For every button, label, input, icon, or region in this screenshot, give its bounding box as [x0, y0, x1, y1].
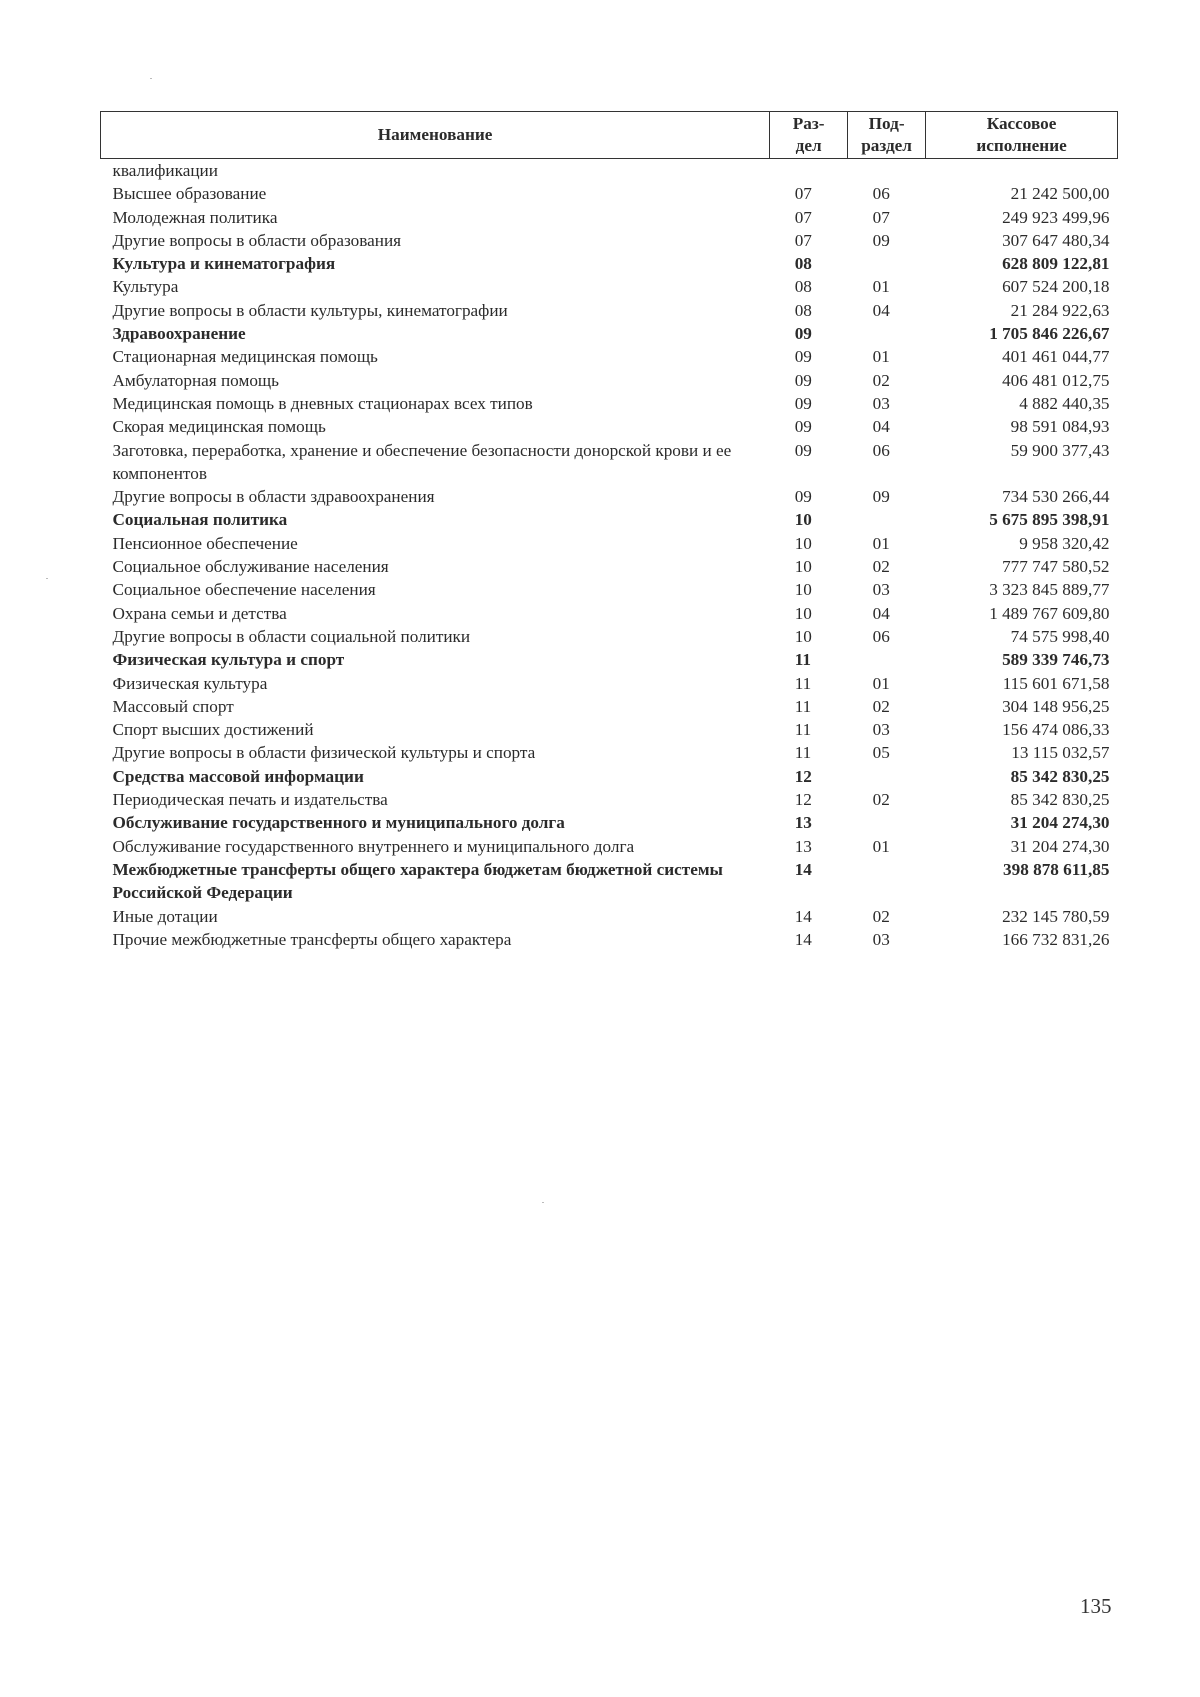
row-name: Культура [112, 277, 179, 297]
table-row [101, 532, 1118, 555]
table-body [101, 159, 1118, 952]
row-section: 12 [794, 766, 812, 786]
row-amount: 1 489 767 609,80 [989, 603, 1110, 623]
row-subsection: 06 [872, 626, 890, 646]
row-section: 09 [794, 487, 812, 507]
row-subsection: 01 [872, 277, 890, 297]
row-name: Физическая культура [112, 673, 268, 693]
row-section: 09 [794, 370, 812, 390]
row-subsection: 02 [872, 790, 890, 810]
row-subsection: 04 [872, 417, 890, 437]
row-name: Периодическая печать и издательства [112, 790, 388, 810]
row-name: квалификации [112, 161, 218, 180]
row-section: 11 [794, 673, 812, 693]
table-row [101, 695, 1118, 718]
row-section [770, 159, 848, 183]
row-section: 13 [794, 813, 812, 833]
table-row [101, 625, 1118, 648]
row-name: Скорая медицинская помощь [112, 417, 326, 437]
table-row [101, 578, 1118, 601]
scan-speck [46, 578, 48, 579]
header-amount-text: Кассовое исполнение [976, 114, 1067, 155]
row-name: Физическая культура и спорт [112, 650, 345, 670]
row-amount: 59 900 377,43 [1010, 440, 1110, 460]
row-name: Другие вопросы в области образования [112, 230, 402, 250]
row-subsection: 02 [872, 370, 890, 390]
table-row [101, 206, 1118, 229]
row-amount: 777 747 580,52 [1002, 557, 1110, 577]
row-subsection: 01 [872, 836, 890, 856]
row-section: 09 [794, 324, 812, 344]
row-subsection: 02 [872, 557, 890, 577]
row-amount: 307 647 480,34 [1002, 230, 1110, 250]
row-section: 07 [794, 230, 812, 250]
row-amount: 74 575 998,40 [1010, 626, 1110, 646]
table-row [101, 788, 1118, 811]
row-subsection: 01 [872, 533, 890, 553]
row-subsection [848, 159, 926, 183]
row-section: 12 [794, 790, 812, 810]
row-subsection: 03 [872, 929, 890, 949]
header-name [101, 112, 770, 159]
table-row [101, 392, 1118, 415]
row-subsection: 01 [872, 347, 890, 367]
row-subsection: 02 [872, 696, 890, 716]
row-subsection: 02 [872, 906, 890, 926]
row-name: Высшее образование [112, 184, 267, 204]
row-amount: 31 204 274,30 [1010, 813, 1110, 833]
row-amount: 21 284 922,63 [1010, 300, 1110, 320]
table-row [101, 252, 1118, 275]
row-subsection: 07 [872, 207, 890, 227]
table-header [101, 112, 1118, 159]
table-row [101, 811, 1118, 834]
row-subsection: 03 [872, 720, 890, 740]
table-row [101, 602, 1118, 625]
table-row [101, 741, 1118, 764]
row-subsection: 06 [872, 184, 890, 204]
row-name: Другие вопросы в области здравоохранения [112, 487, 435, 507]
row-subsection: 06 [872, 440, 890, 460]
table-row [101, 415, 1118, 438]
row-amount: 401 461 044,77 [1002, 347, 1110, 367]
table-row [101, 555, 1118, 578]
table-row [101, 765, 1118, 788]
table-row [101, 672, 1118, 695]
table-row [101, 928, 1118, 951]
row-name: Социальная политика [112, 510, 288, 530]
row-name: Спорт высших достижений [112, 720, 314, 740]
row-name: Другие вопросы в области культуры, кинематографии [112, 300, 508, 320]
header-amount [926, 112, 1118, 159]
row-name: Амбулаторная помощь [112, 370, 279, 390]
row-name: Пенсионное обеспечение [112, 533, 298, 553]
row-amount: 589 339 746,73 [1002, 650, 1110, 670]
row-name: Средства массовой информации [112, 766, 364, 786]
header-subsection [848, 112, 926, 159]
row-name: Обслуживание государственного и муниципального долга [112, 813, 565, 833]
row-section: 08 [794, 277, 812, 297]
row-subsection: 04 [872, 300, 890, 320]
row-section: 08 [794, 300, 812, 320]
budget-execution-table [100, 111, 1118, 951]
header-section-text: Раз- дел [792, 114, 825, 155]
table-row [101, 439, 1118, 486]
row-name: Прочие межбюджетные трансферты общего характера [112, 929, 512, 949]
row-name: Молодежная политика [112, 207, 278, 227]
row-subsection [848, 648, 926, 671]
row-name: Социальное обслуживание населения [112, 557, 389, 577]
row-amount: 249 923 499,96 [1002, 207, 1110, 227]
row-section: 10 [794, 557, 812, 577]
row-amount: 406 481 012,75 [1002, 370, 1110, 390]
row-amount: 9 958 320,42 [1019, 533, 1110, 553]
row-section: 14 [794, 929, 812, 949]
row-amount: 1 705 846 226,67 [989, 324, 1110, 344]
row-subsection: 03 [872, 393, 890, 413]
row-name: Другие вопросы в области социальной политики [112, 626, 471, 646]
row-name: Иные дотации [112, 906, 218, 926]
scan-speck [542, 1202, 544, 1203]
row-amount: 4 882 440,35 [1019, 393, 1110, 413]
row-section: 11 [794, 743, 812, 763]
row-amount: 628 809 122,81 [1002, 254, 1110, 274]
table-row [101, 159, 1118, 183]
row-section: 09 [794, 393, 812, 413]
row-section: 10 [794, 510, 812, 530]
row-amount: 166 732 831,26 [1002, 929, 1110, 949]
row-amount: 98 591 084,93 [1010, 417, 1110, 437]
row-section: 10 [794, 533, 812, 553]
row-amount: 3 323 845 889,77 [989, 580, 1110, 600]
row-subsection: 09 [872, 230, 890, 250]
row-name: Стационарная медицинская помощь [112, 347, 378, 367]
scan-speck [150, 78, 152, 79]
table-row [101, 299, 1118, 322]
header-subsection-text: Под- раздел [861, 114, 912, 155]
header-section [770, 112, 848, 159]
row-amount: 607 524 200,18 [1002, 277, 1110, 297]
row-section: 08 [794, 254, 812, 274]
row-name: Массовый спорт [112, 696, 234, 716]
row-subsection: 05 [872, 743, 890, 763]
table-row [101, 322, 1118, 345]
row-section: 10 [794, 626, 812, 646]
table-row [101, 718, 1118, 741]
row-amount [926, 159, 1118, 183]
row-section: 07 [794, 184, 812, 204]
row-subsection: 03 [872, 580, 890, 600]
row-name: Здравоохранение [112, 324, 246, 344]
row-subsection [848, 252, 926, 275]
row-amount: 734 530 266,44 [1002, 487, 1110, 507]
table-row [101, 508, 1118, 531]
row-name: Культура и кинематография [112, 254, 336, 274]
row-amount: 304 148 956,25 [1002, 696, 1110, 716]
row-name: Охрана семьи и детства [112, 603, 287, 623]
row-section: 09 [794, 417, 812, 437]
table-row [101, 229, 1118, 252]
row-amount: 232 145 780,59 [1002, 906, 1110, 926]
table-row [101, 648, 1118, 671]
row-subsection [848, 508, 926, 531]
row-amount: 21 242 500,00 [1010, 184, 1110, 204]
row-section: 14 [794, 859, 812, 879]
row-amount: 398 878 611,85 [1003, 859, 1110, 879]
row-section: 10 [794, 603, 812, 623]
row-name: Межбюджетные трансферты общего характера бюджетам бюджетной системы Российской Федерации [112, 859, 723, 903]
row-section: 10 [794, 580, 812, 600]
table-row [101, 905, 1118, 928]
row-section: 11 [794, 650, 811, 670]
table-row [101, 858, 1118, 905]
row-subsection: 04 [872, 603, 890, 623]
row-amount: 5 675 895 398,91 [989, 510, 1110, 530]
row-subsection [848, 322, 926, 345]
row-amount: 13 115 032,57 [1011, 743, 1110, 763]
row-amount: 156 474 086,33 [1002, 720, 1110, 740]
row-subsection [848, 858, 926, 905]
row-section: 14 [794, 906, 812, 926]
row-amount: 115 601 671,58 [1002, 673, 1110, 693]
row-amount: 85 342 830,25 [1010, 766, 1110, 786]
table-row [101, 369, 1118, 392]
table-row [101, 835, 1118, 858]
row-subsection [848, 765, 926, 788]
row-section: 11 [794, 720, 812, 740]
row-name: Другие вопросы в области физической культуры и спорта [112, 743, 536, 763]
table-row [101, 182, 1118, 205]
row-subsection: 09 [872, 487, 890, 507]
row-name: Обслуживание государственного внутреннего и муниципального долга [112, 836, 635, 856]
row-name: Социальное обеспечение населения [112, 580, 376, 600]
row-section: 13 [794, 836, 812, 856]
row-name: Заготовка, переработка, хранение и обеспечение безопасности донорской крови и ее компонентов [112, 440, 732, 483]
row-section: 11 [794, 696, 812, 716]
row-name: Медицинская помощь в дневных стационарах всех типов [112, 393, 533, 413]
page-number: 135 [1080, 1594, 1112, 1618]
table-row [101, 275, 1118, 298]
row-section: 07 [794, 207, 812, 227]
row-subsection [848, 811, 926, 834]
row-section: 09 [794, 347, 812, 367]
header-name-text: Наименование [377, 125, 493, 144]
table-row [101, 345, 1118, 368]
row-amount: 31 204 274,30 [1010, 836, 1110, 856]
row-subsection: 01 [872, 673, 890, 693]
row-section: 09 [794, 440, 812, 460]
row-amount: 85 342 830,25 [1010, 790, 1110, 810]
table-row [101, 485, 1118, 508]
